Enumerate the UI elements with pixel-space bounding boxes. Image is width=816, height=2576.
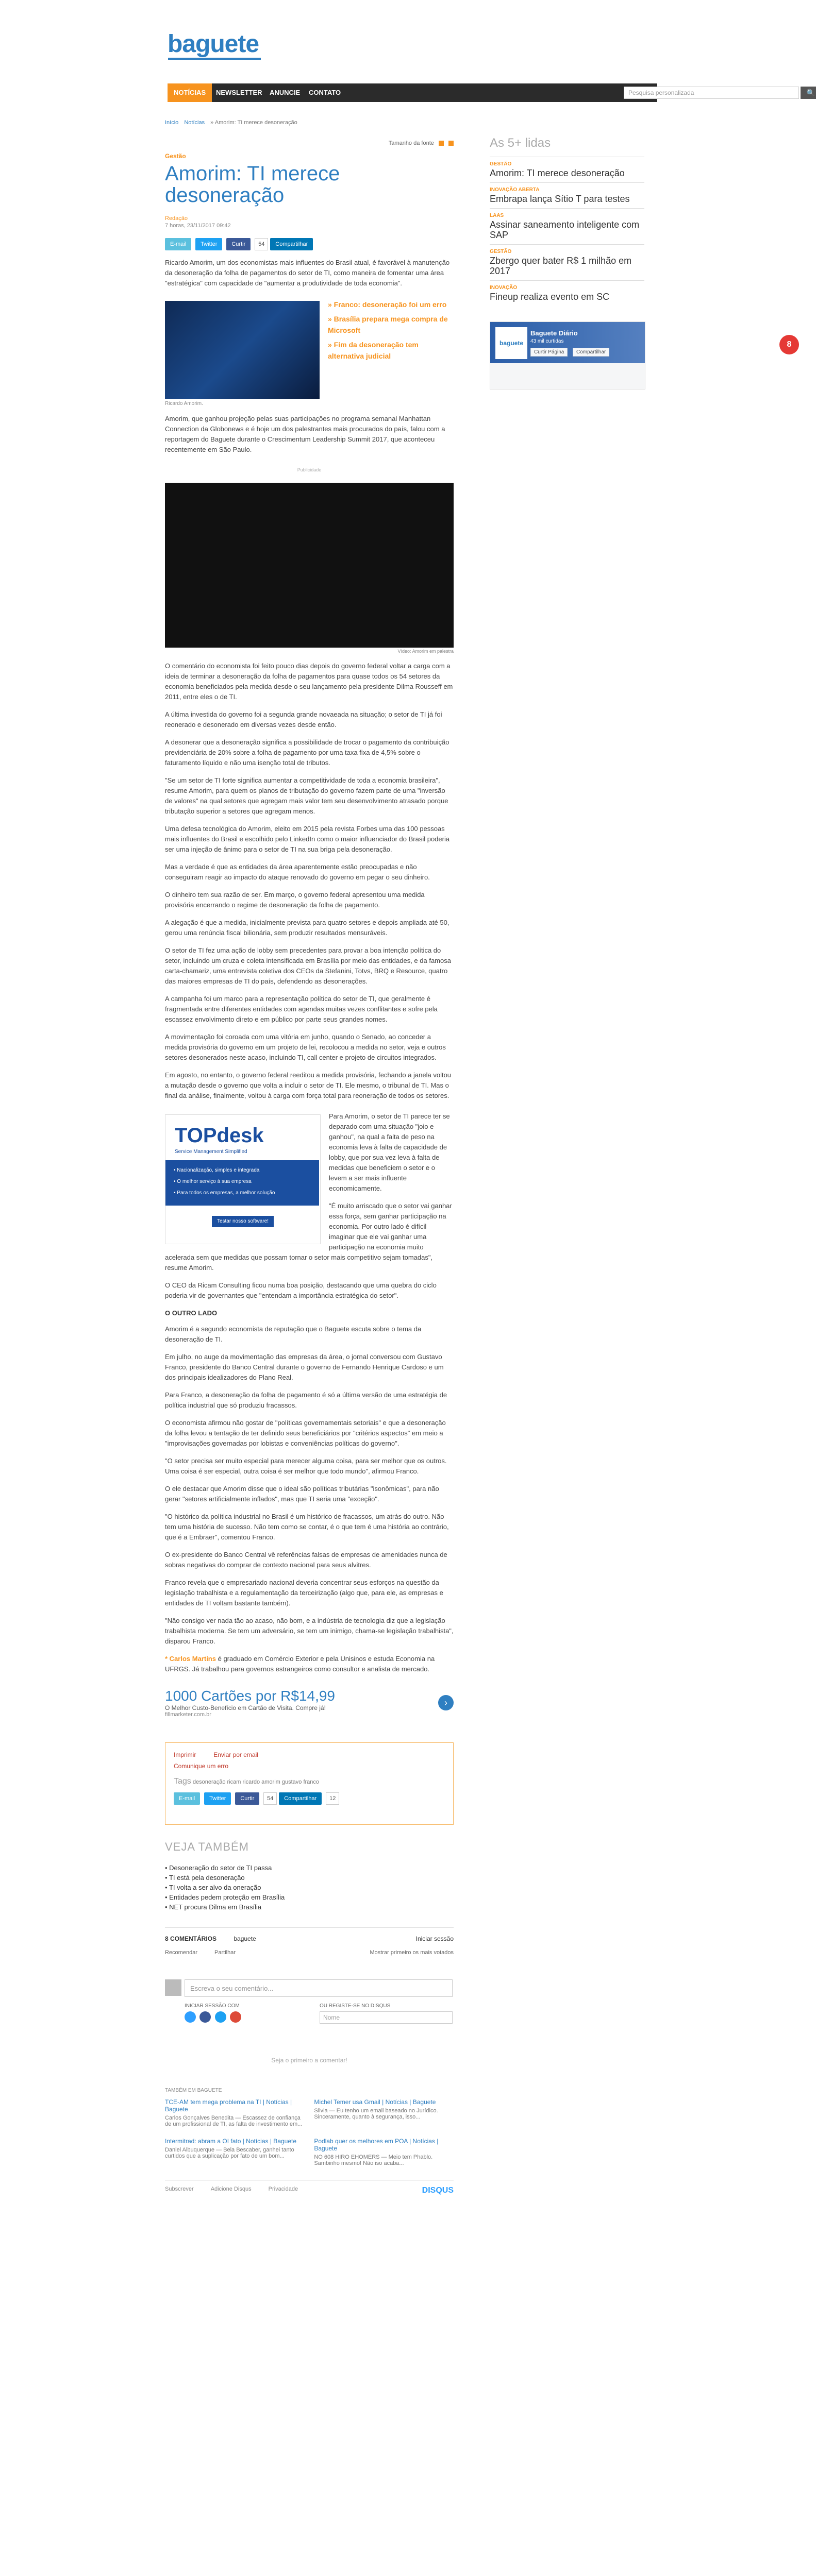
related-thread-text: NO 608 HIRO EHOMERS — Meio tem Phablo. Sambinho mesmo! Não iso acaba... [314, 2154, 433, 2166]
related-thread-title[interactable]: Michel Temer usa Gmail | Notícias | Baguete [314, 2098, 436, 2106]
also-on-label: TAMBÉM EM BAGUETE [165, 2088, 222, 2093]
related-link[interactable]: » Franco: desoneração foi um erro [328, 300, 447, 309]
disqus-logo[interactable]: DISQUS [422, 2186, 454, 2195]
most-read-item[interactable] [490, 244, 644, 280]
main-nav [168, 83, 815, 102]
twitter-icon[interactable] [215, 2011, 226, 2023]
tags [174, 1777, 445, 1786]
ad-section [165, 1111, 454, 1301]
subheading: O OUTRO LADO [165, 1309, 218, 1317]
article-paragraph: O economista afirmou não gostar de "políticas governamentais setoriais" e que a desoneração da folha levou a tentação de ter definido seus beneficiários por "critérios aspectos" em meio a "improvisações governadas por lobistas e conveniências políticas do governo". [165, 1419, 446, 1447]
article-paragraph: A alegação é que a medida, inicialmente prevista para quatro setores e depois ampliada até 50, gerou uma renúncia fiscal bilionária, sem produzir resultados mensuráveis. [165, 919, 449, 937]
article-paragraph: Para Amorim, o setor de TI parece ter se deparado com uma situação "joio e ganhou", na qual a falta de peso na economia leva à falta de capacidade de lobby, que por sua vez leva à falta de medidas que beneficiem o setor e o levem a ser mais influente economicamente. [329, 1112, 450, 1192]
nav-newsletter[interactable]: NEWSLETTER [216, 89, 262, 96]
video-label: Publicidade [297, 467, 322, 472]
most-read-category: INOVAÇÃO [490, 285, 518, 291]
font-size-tools [389, 140, 454, 146]
most-read-item[interactable] [490, 208, 644, 244]
article-paragraph: A desonerar que a desoneração significa a possibilidade de trocar o pagamento da contribuição previdenciária de 20% sobre a folha de pagamento por uma taxa fixa de 4,5% sobre o faturamento líquido e não uma isenção total de tributos. [165, 738, 449, 767]
facebook-likes: 43 mil curtidas [530, 338, 564, 344]
related-thread-text: Silvia — Eu tenho um email baseado no Jurídico. Sinceramente, quanto à segurança, isso... [314, 2108, 438, 2120]
video-player[interactable] [165, 483, 454, 648]
nav-anuncie[interactable]: ANUNCIE [270, 89, 301, 96]
share-facebook-button[interactable]: Curtir [235, 1792, 259, 1805]
facebook-page-logo[interactable]: baguete [495, 327, 527, 359]
google-icon[interactable] [230, 2011, 241, 2023]
related-thread[interactable] [165, 2138, 304, 2159]
site-header [0, 0, 816, 108]
lead-paragraph: Ricardo Amorim, um dos economistas mais influentes do Brasil atual, é favorável à manutenção da desoneração da folha de pagamentos do setor de TI, como maneira de fomentar uma área "estratégica" com capacidade de "aumentar a produtividade de toda economia". [165, 259, 450, 287]
article-paragraph: "Se um setor de TI forte significa aumentar a competitividade de toda a economia brasileira", resume Amorim, para quem os planos de tributação do governo fazem parte de uma "inversão de valores" na qual setores que agregam mais valor tem seu desenvolvimento atrasado porque tributação superior a setores que agregam menos. [165, 776, 448, 815]
facebook-icon[interactable] [199, 2011, 211, 2023]
facebook-like-button[interactable]: Curtir Página [530, 348, 568, 357]
most-read-item[interactable] [490, 157, 644, 182]
see-also-item[interactable]: • Desoneração do setor de TI passa [165, 1863, 454, 1873]
share-comments-button[interactable]: Partilhar [214, 1950, 236, 1956]
author-note-text: é graduado em Comércio Exterior e pela Unisinos e estuda Economia na UFRGS. Já trabalhou para governos estrangeiros como consultor e analista de mercado. [165, 1655, 435, 1673]
facebook-share-button[interactable]: Compartilhar [573, 348, 609, 357]
breadcrumb-noticias[interactable]: Notícias [184, 120, 205, 126]
most-read-item[interactable] [490, 280, 644, 306]
article-paragraph: O ex-presidente do Banco Central vê referências falsas de empresas de amenidades nunca de sobras negativas do comprar de contexto nacional para seus alvitres. [165, 1551, 447, 1569]
comment-input[interactable]: Escreva o seu comentário... [185, 1979, 453, 1997]
tags-label: Tags [174, 1777, 191, 1786]
disqus-footer [165, 2180, 454, 2195]
article-paragraph: Em julho, no auge da movimentação das empresas da área, o jornal conversou com Gustavo Franco, presidente do Banco Central durante o governo de Fernando Henrique Cardoso e um dos principais idealizadores do Plano Real. [165, 1353, 444, 1381]
facebook-page-name[interactable]: Baguete Diário [530, 329, 578, 337]
see-also-item[interactable]: • TI volta a ser alvo da oneração [165, 1883, 454, 1892]
ad-band [165, 1160, 319, 1206]
search-icon[interactable]: 🔍 [801, 87, 816, 99]
report-error-button[interactable]: Comunique um erro [174, 1762, 229, 1770]
video-caption: Vídeo: Amorim em palestra [397, 649, 454, 654]
footer-share-bar [174, 1792, 445, 1805]
article-paragraph: "O histórico da política industrial no Brasil é um histórico de fracassos, um atrás do outro. Não tem uma história de sucesso. Não tem como se contar, é o que tem é uma história ao contrário, que é a Embraer", comentou Franco. [165, 1513, 449, 1541]
ad-logo: TOPdesk [175, 1124, 264, 1147]
lead-media [165, 299, 454, 455]
article-paragraph: Franco revela que o empresariado nacional deveria concentrar seus esforços na questão da legislação trabalhista e a regulamentação da terceirização (algo que, para ele, as empresas e entidades de TI voltam bastante também). [165, 1579, 443, 1607]
article-paragraph: O comentário do economista foi feito pouco dias depois do governo federal voltar a carga com a ideia de terminar a desoneração da folha de pagamentos para quase todos os 54 setores da economia beneficiados pela medida desde o seu lançamento pela presidente Dilma Rousseff em 2011, entre eles o de TI. [165, 662, 453, 701]
search-input[interactable]: Pesquisa personalizada [624, 87, 799, 99]
notification-badge[interactable]: 8 [779, 335, 799, 354]
most-read-category: GESTÃO [490, 161, 512, 167]
related-thread-title[interactable]: TCE-AM tem mega problema na TI | Notícias | Baguete [165, 2098, 292, 2113]
first-comment-label: Seja o primeiro a comentar! [271, 2057, 347, 2064]
ad-banner-url: fillmarketer.com.br [165, 1711, 211, 1718]
disqus-icon[interactable] [185, 2011, 196, 2023]
font-size-label: Tamanho da fonte [388, 140, 434, 146]
most-read-headline[interactable]: Amorim: TI merece desoneração [490, 168, 625, 178]
font-increase-icon[interactable] [448, 141, 454, 146]
author-note-name: * Carlos Martins [165, 1655, 216, 1663]
photo-caption: Ricardo Amorim. [165, 401, 203, 406]
most-read-headline[interactable]: Fineup realiza evento em SC [490, 292, 610, 302]
article-footer [165, 1742, 454, 1825]
comments-count: 8 COMENTÁRIOS [165, 1935, 217, 1942]
arrow-right-icon[interactable]: › [438, 1695, 454, 1710]
most-read-headline[interactable]: Zbergo quer bater R$ 1 milhão em 2017 [490, 256, 632, 276]
social-login-icons [185, 2011, 243, 2024]
author-note [165, 1654, 454, 1674]
most-read-category: INOVAÇÃO ABERTA [490, 187, 540, 193]
article-paragraph: A última investida do governo foi a segunda grande novaeada na situação; o setor de TI já foi reonerado e desonerado em diversas vezes desde então. [165, 710, 442, 728]
share-facebook-button[interactable]: Curtir [226, 238, 251, 250]
linkedin-share-count: 12 [326, 1792, 339, 1805]
topdesk-ad[interactable] [165, 1114, 321, 1244]
nav-noticias[interactable]: NOTÍCIAS [168, 83, 212, 102]
share-linkedin-button[interactable]: Compartilhar [270, 238, 313, 250]
related-link[interactable]: » Fim da desoneração tem alternativa judicial [328, 341, 419, 360]
see-also-item[interactable]: • NET procura Dilma em Brasília [165, 1902, 454, 1912]
article-paragraph: Para Franco, a desoneração da folha de pagamento é só a última versão de uma estratégia de política industrial que só produziu fracassos. [165, 1391, 447, 1409]
most-read-title: As 5+ lidas [490, 136, 551, 150]
most-read-headline[interactable]: Embrapa lança Sítio T para testes [490, 194, 630, 204]
ad-line: • Para todos os empresas, a melhor solução [174, 1190, 275, 1196]
share-twitter-button[interactable]: Twitter [204, 1792, 231, 1805]
see-also-title: VEJA TAMBÉM [165, 1840, 249, 1853]
disqus-related [165, 2088, 454, 2177]
article-paragraph: "O setor precisa ser muito especial para merecer alguma coisa, para ser melhor que os outros. Uma coisa é ser especial, outra coisa é ser melhor que todo mundo", afirmou Franco. [165, 1457, 447, 1475]
name-input[interactable]: Nome [320, 2011, 453, 2024]
most-read-headline[interactable]: Assinar saneamento inteligente com SAP [490, 219, 640, 240]
article-photo [165, 301, 320, 399]
article-paragraph: O CEO da Ricam Consulting ficou numa boa posição, destacando que uma quebra do ciclo poderia vir de governantes que "entendam a importância estratégica do setor". [165, 1281, 437, 1299]
article-paragraph: A campanha foi um marco para a representação política do setor de TI, que geralmente é fragmentada entre diferentes entidades com agendas muitas vezes conflitantes e sofre pela escassez envolvimento direto e em público por parte seus grandes nomes. [165, 995, 438, 1023]
most-read-item[interactable] [490, 182, 644, 208]
section-tag[interactable]: Gestão [165, 152, 186, 160]
ad-line: • O melhor serviço à sua empresa [174, 1179, 252, 1184]
article-paragraph: Amorim é a segundo economista de reputação que o Baguete escuta sobre o tema da desoneração de TI. [165, 1325, 422, 1343]
related-thread[interactable] [165, 2098, 304, 2127]
related-thread-text: Daniel Albuquerque — Bela Bescaber, ganhei tanto curtidos que a suplicação por fato de um bom... [165, 2147, 294, 2159]
article-paragraph: O setor de TI fez uma ação de lobby sem precedentes para provar a boa intenção política do setor, incluindo um cruza e coleta intensificada em Brasília por meio das entidades, e da famosa carta-chamariz, uma entrevista coletiva dos CEOs da Stefanini, Totvs, BRQ e Resource, quatro das maiores empresas de TI do país, defendendo as desonerações. [165, 946, 451, 985]
share-linkedin-button[interactable]: Compartilhar [279, 1792, 322, 1805]
login-button[interactable]: Iniciar sessão [415, 1935, 454, 1942]
related-thread-text: Carlos Gonçalves Benedita — Escassez de confiança de um profissional de TI, as falta de investimento em... [165, 2115, 303, 2127]
comments-section [165, 1927, 454, 2203]
see-also-item[interactable]: • Entidades pedem proteção em Brasília [165, 1892, 454, 1902]
login-with-label: INICIAR SESSÃO COM [185, 2003, 240, 2009]
share-email-button[interactable]: E-mail [165, 238, 191, 250]
facebook-share-count: 54 [263, 1792, 277, 1805]
print-button[interactable]: Imprimir [174, 1751, 196, 1758]
privacy-link[interactable]: Privacidade [268, 2186, 298, 2192]
byline: Redação [165, 215, 188, 222]
site-logo[interactable]: baguete [168, 30, 259, 58]
article-title: Amorim: TI merece desoneração [165, 162, 340, 207]
article-paragraph: "É muito arriscado que o setor vai ganhar essa força, sem ganhar participação na economia. Por outro lado é difícil imaginar que ele vai ganhar uma participação na economia muito acelerada sem que medidas que possam tornar o setor mais competitivo sejam tomadas", resume Amorim. [165, 1202, 452, 1272]
related-link[interactable]: » Brasília prepara mega compra de Microsoft [328, 315, 448, 334]
ad-line: • Nacionalização, simples e integrada [174, 1167, 260, 1173]
ad-cta-button[interactable]: Testar nosso software! [212, 1216, 274, 1227]
facebook-page-widget[interactable] [490, 321, 645, 389]
article-paragraph: Em agosto, no entanto, o governo federal reeditou a medida provisória, fechando a janela voltou a mutação desde o governo que volta a incluir o setor de TI. Ele mesmo, o tribunal de TI. Mas o final da análise, finalmente, voltou à carga com força total para reoneração de todos os setores. [165, 1071, 452, 1099]
ad-banner[interactable] [165, 1688, 454, 1729]
ad-tagline: Service Management Simplified [175, 1149, 247, 1155]
share-bar [165, 238, 454, 250]
email-button[interactable]: Enviar por email [213, 1751, 258, 1758]
register-label: OU REGISTE-SE NO DISQUS [320, 2003, 391, 2009]
most-read-category: GESTÃO [490, 249, 512, 255]
breadcrumb-home[interactable]: Início [165, 120, 179, 126]
related-thread-title[interactable]: Podlab quer os melhores em POA | Notícias | Baguete [314, 2138, 439, 2152]
related-thread[interactable] [314, 2138, 453, 2166]
publish-date: 7 horas, 23/11/2017 09:42 [165, 223, 231, 229]
related-thread-title[interactable]: Intermitrad: abram a OI fato | Notícias | Baguete [165, 2138, 297, 2145]
nav-contato[interactable]: CONTATO [309, 89, 341, 96]
article-paragraph: "Não consigo ver nada tão ao acaso, não bom, e a indústria de tecnologia diz que a legislação trabalhista moderna. Se tem um adversário, se tem um inimigo, chama-se legislação trabalhista", disparou Franco. [165, 1617, 454, 1645]
breadcrumb [165, 120, 302, 126]
see-also-item[interactable]: • TI está pela desoneração [165, 1873, 454, 1883]
share-email-button[interactable]: E-mail [174, 1792, 200, 1805]
ad-banner-subtitle: O Melhor Custo-Benefício em Cartão de Visita. Compre já! [165, 1704, 326, 1711]
share-twitter-button[interactable]: Twitter [195, 238, 222, 250]
breadcrumb-current: » Amorim: TI merece desoneração [210, 120, 297, 126]
related-thread[interactable] [314, 2098, 453, 2120]
article-paragraph: O ele destacar que Amorim disse que o ideal são políticas tributárias "isonômicas", para não gerar "setores artificialmente inflados", mas que TI seria uma "exceção". [165, 1485, 439, 1503]
ad-banner-title[interactable]: 1000 Cartões por R$14,99 [165, 1688, 335, 1704]
logo-underline [168, 58, 261, 60]
article-paragraph: A movimentação foi coroada com uma vitória em junho, quando o Senado, ao conceder a medida provisória do governo em um projeto de lei, recolocou a medida no setor, veja e outros setores desonerados neste acaso, incluindo TI, call center e projeto de circuitos integrados. [165, 1033, 446, 1061]
article-paragraph: Amorim, que ganhou projeção pelas suas participações no programa semanal Manhattan Connection da Globonews e é hoje um dos palestrantes mais procurados do país, falou com a reportagem do Baguete durante o Crescimentum Leadership Summit 2017, que aconteceu recentemente em São Paulo. [165, 415, 445, 453]
article-paragraph: O dinheiro tem sua razão de ser. Em março, o governo federal apresentou uma medida provisória encerrando o regime de desoneração da folha de pagamento. [165, 891, 425, 909]
sidebar [490, 129, 644, 389]
see-also-list [165, 1863, 454, 1912]
comments-site[interactable]: baguete [234, 1935, 256, 1942]
tags-list[interactable]: desoneração ricam ricardo amorim gustavo franco [192, 1779, 320, 1785]
sort-dropdown[interactable]: Mostrar primeiro os mais votados [370, 1950, 454, 1956]
article [165, 129, 454, 2203]
add-disqus-link[interactable]: Adicione Disqus [210, 2186, 252, 2192]
facebook-share-count: 54 [255, 238, 268, 250]
avatar [165, 1979, 181, 1996]
recommend-button[interactable]: Recomendar [165, 1950, 197, 1956]
most-read-category: LAAS [490, 213, 504, 218]
font-decrease-icon[interactable] [439, 141, 444, 146]
article-paragraph: Uma defesa tecnológica do Amorim, eleito em 2015 pela revista Forbes uma das 100 pessoas mais influentes do Brasil e escolhido pelo LinkedIn como o maior influenciador do Brasil poderia ser uma injeção de ânimo para o setor de TI na sua briga pela desoneração. [165, 825, 450, 853]
subscribe-link[interactable]: Subscrever [165, 2186, 194, 2192]
article-paragraph: Mas a verdade é que as entidades da área aparentemente estão preocupadas e não conseguiram reagir ao impacto do ataque renovado do governo em pegar o seu dinheiro. [165, 863, 430, 881]
